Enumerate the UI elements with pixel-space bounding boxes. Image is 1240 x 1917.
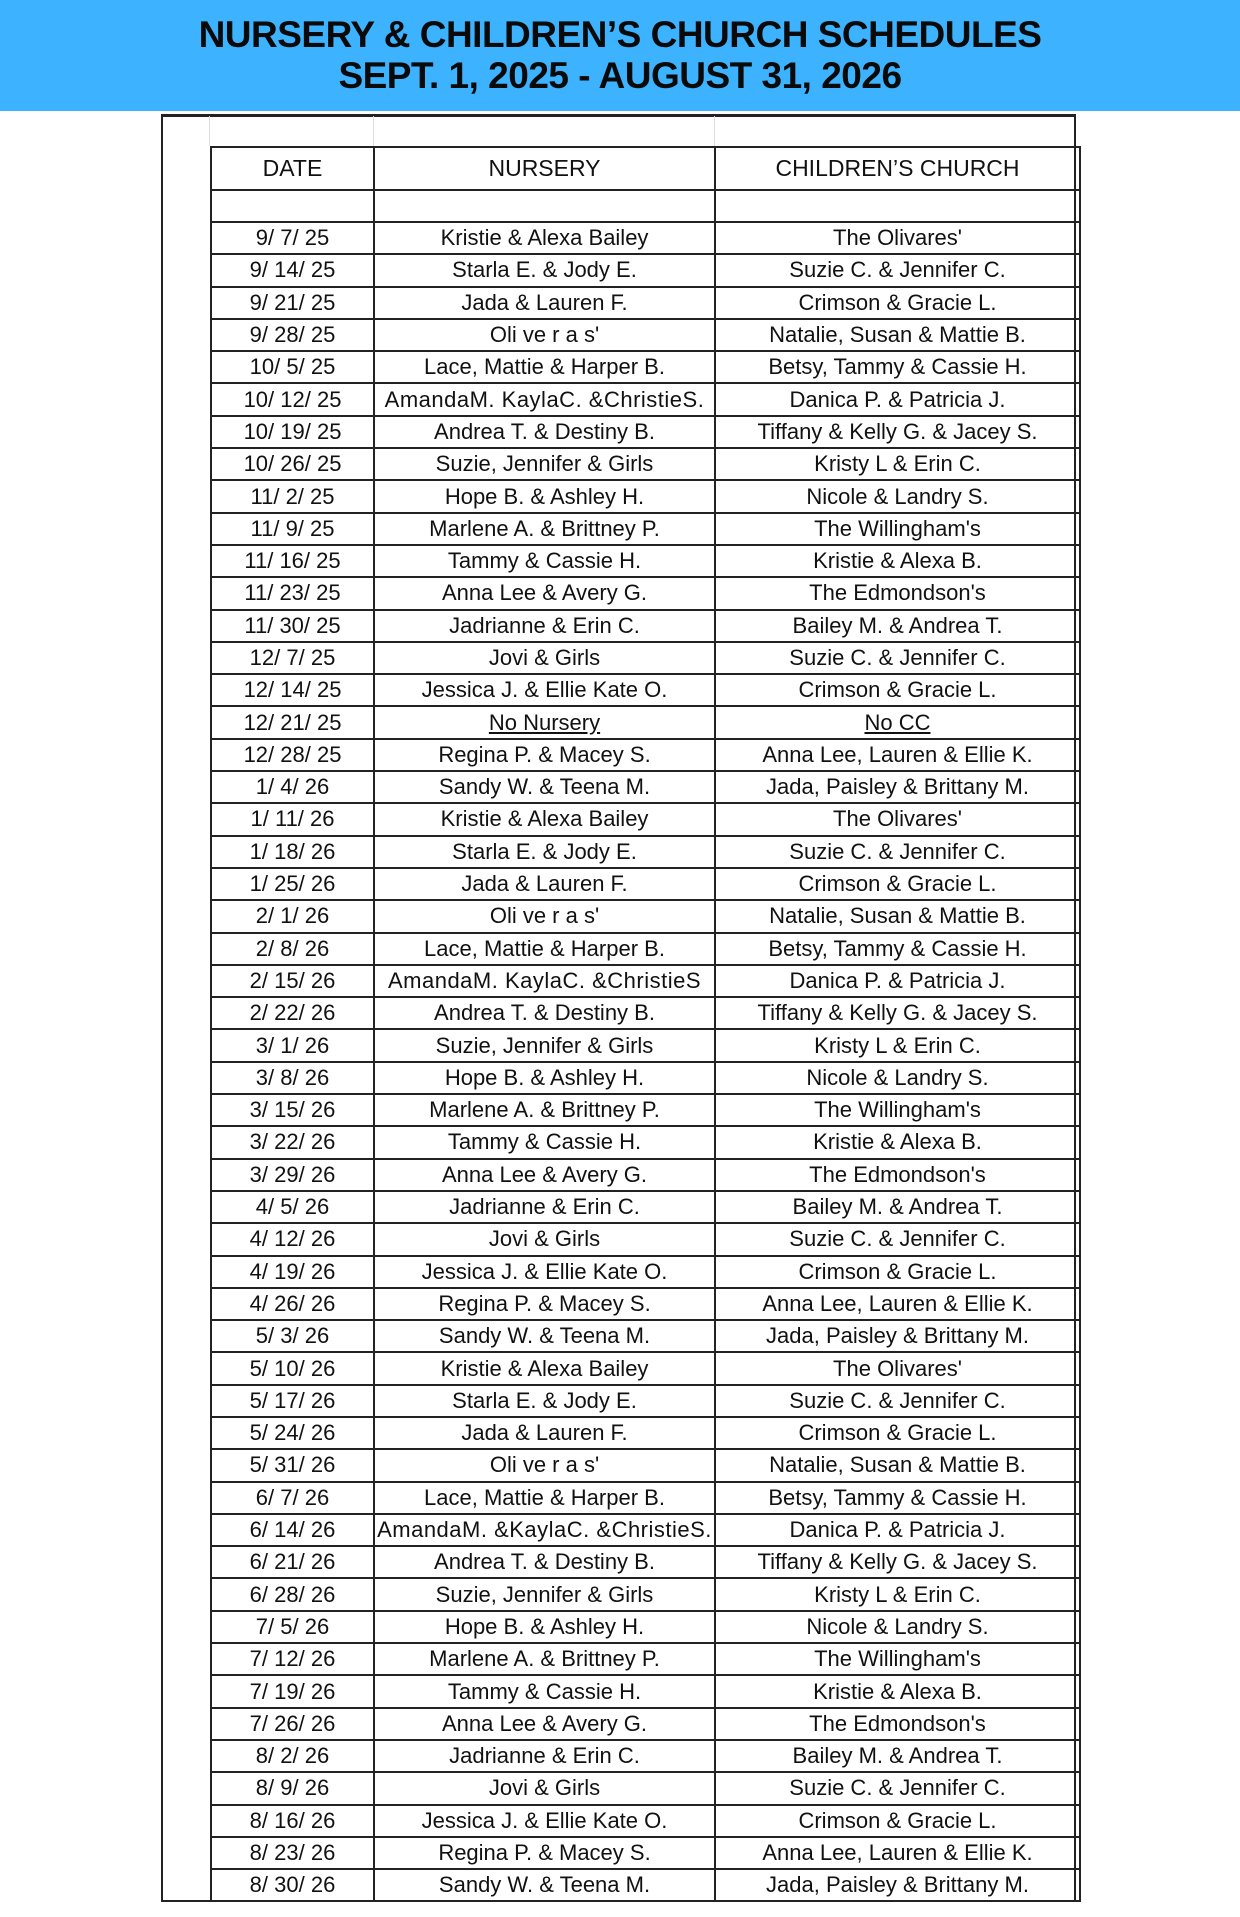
childrens-church-cell: Nicole & Landry S. bbox=[715, 480, 1080, 512]
childrens-church-cell: The Willingham's bbox=[715, 1094, 1080, 1126]
table-row bbox=[211, 1385, 1080, 1417]
nursery-cell: Lace, Mattie & Harper B. bbox=[374, 933, 715, 965]
nursery-cell: Anna Lee & Avery G. bbox=[374, 1708, 715, 1740]
date-cell: 1/ 25/ 26 bbox=[211, 868, 374, 900]
table-header-row bbox=[211, 147, 1080, 190]
date-cell: 10/ 26/ 25 bbox=[211, 448, 374, 480]
table-row bbox=[211, 674, 1080, 706]
table-row bbox=[211, 1223, 1080, 1255]
childrens-church-cell: The Olivares' bbox=[715, 803, 1080, 835]
childrens-church-cell: Jada, Paisley & Brittany M. bbox=[715, 1320, 1080, 1352]
childrens-church-cell: Crimson & Gracie L. bbox=[715, 1417, 1080, 1449]
table-row bbox=[211, 965, 1080, 997]
date-range-subtitle: SEPT. 1, 2025 - AUGUST 31, 2026 bbox=[338, 55, 902, 96]
date-cell: 6/ 7/ 26 bbox=[211, 1482, 374, 1514]
childrens-church-cell: Crimson & Gracie L. bbox=[715, 674, 1080, 706]
table-row bbox=[211, 771, 1080, 803]
date-cell: 9/ 14/ 25 bbox=[211, 254, 374, 286]
date-cell: 6/ 21/ 26 bbox=[211, 1546, 374, 1578]
nursery-cell: Jadrianne & Erin C. bbox=[374, 610, 715, 642]
date-cell: 8/ 30/ 26 bbox=[211, 1869, 374, 1901]
childrens-church-cell: Suzie C. & Jennifer C. bbox=[715, 836, 1080, 868]
childrens-church-cell: Tiffany & Kelly G. & Jacey S. bbox=[715, 416, 1080, 448]
childrens-church-cell: The Edmondson's bbox=[715, 1708, 1080, 1740]
nursery-cell: Regina P. & Macey S. bbox=[374, 1288, 715, 1320]
nursery-cell: Lace, Mattie & Harper B. bbox=[374, 1482, 715, 1514]
nursery-cell: Andrea T. & Destiny B. bbox=[374, 997, 715, 1029]
childrens-church-cell: Bailey M. & Andrea T. bbox=[715, 1191, 1080, 1223]
childrens-church-cell: Anna Lee, Lauren & Ellie K. bbox=[715, 739, 1080, 771]
date-cell: 11/ 16/ 25 bbox=[211, 545, 374, 577]
date-cell: 11/ 23/ 25 bbox=[211, 577, 374, 609]
table-row bbox=[211, 997, 1080, 1029]
table-row bbox=[211, 448, 1080, 480]
date-cell: 8/ 23/ 26 bbox=[211, 1837, 374, 1869]
column-header-childrens-church: CHILDREN’S CHURCH bbox=[715, 147, 1080, 190]
childrens-church-cell: Danica P. & Patricia J. bbox=[715, 383, 1080, 415]
childrens-church-cell: Suzie C. & Jennifer C. bbox=[715, 1223, 1080, 1255]
childrens-church-cell: The Edmondson's bbox=[715, 577, 1080, 609]
grid-guide bbox=[209, 116, 210, 146]
table-row bbox=[211, 933, 1080, 965]
table-row bbox=[211, 706, 1080, 738]
table-row bbox=[211, 383, 1080, 415]
childrens-church-cell: Kristie & Alexa B. bbox=[715, 1675, 1080, 1707]
nursery-cell: Suzie, Jennifer & Girls bbox=[374, 1578, 715, 1610]
date-cell: 8/ 16/ 26 bbox=[211, 1805, 374, 1837]
childrens-church-cell: Crimson & Gracie L. bbox=[715, 1256, 1080, 1288]
nursery-cell: Jada & Lauren F. bbox=[374, 1417, 715, 1449]
table-row bbox=[211, 1288, 1080, 1320]
nursery-cell: Jessica J. & Ellie Kate O. bbox=[374, 1805, 715, 1837]
nursery-cell: Tammy & Cassie H. bbox=[374, 1675, 715, 1707]
childrens-church-cell: Suzie C. & Jennifer C. bbox=[715, 254, 1080, 286]
table-row bbox=[211, 222, 1080, 254]
childrens-church-cell: The Edmondson's bbox=[715, 1159, 1080, 1191]
table-row bbox=[211, 1320, 1080, 1352]
childrens-church-cell: Kristie & Alexa B. bbox=[715, 1126, 1080, 1158]
blank-cell bbox=[211, 190, 374, 222]
childrens-church-cell: Danica P. & Patricia J. bbox=[715, 1514, 1080, 1546]
date-cell: 5/ 24/ 26 bbox=[211, 1417, 374, 1449]
nursery-cell: Starla E. & Jody E. bbox=[374, 1385, 715, 1417]
nursery-cell: Jovi & Girls bbox=[374, 1223, 715, 1255]
childrens-church-cell: Jada, Paisley & Brittany M. bbox=[715, 771, 1080, 803]
childrens-church-cell: Betsy, Tammy & Cassie H. bbox=[715, 933, 1080, 965]
date-cell: 3/ 22/ 26 bbox=[211, 1126, 374, 1158]
date-cell: 5/ 17/ 26 bbox=[211, 1385, 374, 1417]
table-row bbox=[211, 1159, 1080, 1191]
table-row bbox=[211, 1029, 1080, 1061]
nursery-cell: Tammy & Cassie H. bbox=[374, 545, 715, 577]
table-row bbox=[211, 1611, 1080, 1643]
table-row bbox=[211, 868, 1080, 900]
table-row bbox=[211, 1578, 1080, 1610]
date-cell: 2/ 1/ 26 bbox=[211, 900, 374, 932]
nursery-cell: Jadrianne & Erin C. bbox=[374, 1191, 715, 1223]
childrens-church-cell: Tiffany & Kelly G. & Jacey S. bbox=[715, 997, 1080, 1029]
childrens-church-cell: Bailey M. & Andrea T. bbox=[715, 610, 1080, 642]
nursery-cell: Oli ve r a s' bbox=[374, 1449, 715, 1481]
table-row bbox=[211, 1546, 1080, 1578]
date-cell: 9/ 21/ 25 bbox=[211, 287, 374, 319]
blank-row bbox=[211, 190, 1080, 222]
date-cell: 5/ 10/ 26 bbox=[211, 1352, 374, 1384]
date-cell: 9/ 28/ 25 bbox=[211, 319, 374, 351]
nursery-cell: Jovi & Girls bbox=[374, 1772, 715, 1804]
childrens-church-cell: Suzie C. & Jennifer C. bbox=[715, 642, 1080, 674]
childrens-church-cell: Crimson & Gracie L. bbox=[715, 287, 1080, 319]
date-cell: 12/ 14/ 25 bbox=[211, 674, 374, 706]
childrens-church-cell: Nicole & Landry S. bbox=[715, 1611, 1080, 1643]
date-cell: 10/ 12/ 25 bbox=[211, 383, 374, 415]
table-row bbox=[211, 642, 1080, 674]
grid-guide bbox=[373, 116, 374, 146]
schedule-table bbox=[210, 146, 1081, 1902]
childrens-church-cell: Bailey M. & Andrea T. bbox=[715, 1740, 1080, 1772]
nursery-cell: AmandaM. &KaylaC. &ChristieS. bbox=[374, 1514, 715, 1546]
nursery-cell: AmandaM. KaylaC. &ChristieS bbox=[374, 965, 715, 997]
nursery-cell: Hope B. & Ashley H. bbox=[374, 480, 715, 512]
table-row bbox=[211, 1837, 1080, 1869]
childrens-church-cell: Suzie C. & Jennifer C. bbox=[715, 1772, 1080, 1804]
table-row bbox=[211, 545, 1080, 577]
childrens-church-cell: Kristy L & Erin C. bbox=[715, 1029, 1080, 1061]
date-cell: 12/ 21/ 25 bbox=[211, 706, 374, 738]
date-cell: 12/ 7/ 25 bbox=[211, 642, 374, 674]
date-cell: 3/ 29/ 26 bbox=[211, 1159, 374, 1191]
title-banner bbox=[0, 0, 1240, 111]
date-cell: 7/ 12/ 26 bbox=[211, 1643, 374, 1675]
childrens-church-cell: Jada, Paisley & Brittany M. bbox=[715, 1869, 1080, 1901]
date-cell: 4/ 5/ 26 bbox=[211, 1191, 374, 1223]
date-cell: 7/ 26/ 26 bbox=[211, 1708, 374, 1740]
nursery-cell: Starla E. & Jody E. bbox=[374, 254, 715, 286]
childrens-church-cell: Anna Lee, Lauren & Ellie K. bbox=[715, 1837, 1080, 1869]
date-cell: 4/ 19/ 26 bbox=[211, 1256, 374, 1288]
nursery-cell: Jada & Lauren F. bbox=[374, 868, 715, 900]
table-row bbox=[211, 319, 1080, 351]
childrens-church-cell: Natalie, Susan & Mattie B. bbox=[715, 900, 1080, 932]
nursery-cell: Lace, Mattie & Harper B. bbox=[374, 351, 715, 383]
table-row bbox=[211, 513, 1080, 545]
nursery-cell: Jadrianne & Erin C. bbox=[374, 1740, 715, 1772]
nursery-cell: Kristie & Alexa Bailey bbox=[374, 222, 715, 254]
table-row bbox=[211, 1643, 1080, 1675]
childrens-church-cell: Kristy L & Erin C. bbox=[715, 448, 1080, 480]
date-cell: 7/ 5/ 26 bbox=[211, 1611, 374, 1643]
table-row bbox=[211, 1094, 1080, 1126]
column-header-nursery: NURSERY bbox=[374, 147, 715, 190]
table-row bbox=[211, 1191, 1080, 1223]
date-cell: 2/ 15/ 26 bbox=[211, 965, 374, 997]
nursery-cell: Regina P. & Macey S. bbox=[374, 739, 715, 771]
childrens-church-cell: Betsy, Tammy & Cassie H. bbox=[715, 351, 1080, 383]
nursery-cell: Oli ve r a s' bbox=[374, 319, 715, 351]
nursery-cell: Suzie, Jennifer & Girls bbox=[374, 448, 715, 480]
date-cell: 1/ 11/ 26 bbox=[211, 803, 374, 835]
nursery-cell: Regina P. & Macey S. bbox=[374, 1837, 715, 1869]
table-row bbox=[211, 1482, 1080, 1514]
nursery-cell: Andrea T. & Destiny B. bbox=[374, 1546, 715, 1578]
table-row bbox=[211, 416, 1080, 448]
table-row bbox=[211, 577, 1080, 609]
table-row bbox=[211, 287, 1080, 319]
date-cell: 12/ 28/ 25 bbox=[211, 739, 374, 771]
childrens-church-cell: The Olivares' bbox=[715, 222, 1080, 254]
table-row bbox=[211, 900, 1080, 932]
childrens-church-cell: The Willingham's bbox=[715, 513, 1080, 545]
childrens-church-cell: The Olivares' bbox=[715, 1352, 1080, 1384]
table-row bbox=[211, 1256, 1080, 1288]
table-row bbox=[211, 480, 1080, 512]
table-row bbox=[211, 1708, 1080, 1740]
table-row bbox=[211, 1352, 1080, 1384]
table-row bbox=[211, 739, 1080, 771]
date-cell: 3/ 8/ 26 bbox=[211, 1062, 374, 1094]
childrens-church-cell: Tiffany & Kelly G. & Jacey S. bbox=[715, 1546, 1080, 1578]
nursery-cell: Marlene A. & Brittney P. bbox=[374, 1094, 715, 1126]
nursery-cell: Jessica J. & Ellie Kate O. bbox=[374, 674, 715, 706]
nursery-cell: Anna Lee & Avery G. bbox=[374, 1159, 715, 1191]
childrens-church-cell: Kristy L & Erin C. bbox=[715, 1578, 1080, 1610]
childrens-church-cell: Suzie C. & Jennifer C. bbox=[715, 1385, 1080, 1417]
childrens-church-cell: Nicole & Landry S. bbox=[715, 1062, 1080, 1094]
childrens-church-cell: Anna Lee, Lauren & Ellie K. bbox=[715, 1288, 1080, 1320]
nursery-cell: Jada & Lauren F. bbox=[374, 287, 715, 319]
nursery-cell: Andrea T. & Destiny B. bbox=[374, 416, 715, 448]
nursery-cell: Suzie, Jennifer & Girls bbox=[374, 1029, 715, 1061]
table-row bbox=[211, 1805, 1080, 1837]
table-row bbox=[211, 1869, 1080, 1901]
nursery-cell: Jessica J. & Ellie Kate O. bbox=[374, 1256, 715, 1288]
date-cell: 6/ 28/ 26 bbox=[211, 1578, 374, 1610]
nursery-cell: No Nursery bbox=[374, 706, 715, 738]
table-row bbox=[211, 836, 1080, 868]
date-cell: 10/ 5/ 25 bbox=[211, 351, 374, 383]
table-row bbox=[211, 1675, 1080, 1707]
table-row bbox=[211, 1772, 1080, 1804]
childrens-church-cell: No CC bbox=[715, 706, 1080, 738]
nursery-cell: Kristie & Alexa Bailey bbox=[374, 1352, 715, 1384]
table-row bbox=[211, 610, 1080, 642]
date-cell: 11/ 2/ 25 bbox=[211, 480, 374, 512]
date-cell: 1/ 18/ 26 bbox=[211, 836, 374, 868]
table-row bbox=[211, 1449, 1080, 1481]
table-row bbox=[211, 1514, 1080, 1546]
childrens-church-cell: The Willingham's bbox=[715, 1643, 1080, 1675]
nursery-cell: Starla E. & Jody E. bbox=[374, 836, 715, 868]
nursery-cell: AmandaM. KaylaC. &ChristieS. bbox=[374, 383, 715, 415]
nursery-cell: Kristie & Alexa Bailey bbox=[374, 803, 715, 835]
nursery-cell: Sandy W. & Teena M. bbox=[374, 1320, 715, 1352]
date-cell: 11/ 9/ 25 bbox=[211, 513, 374, 545]
date-cell: 9/ 7/ 25 bbox=[211, 222, 374, 254]
date-cell: 4/ 12/ 26 bbox=[211, 1223, 374, 1255]
childrens-church-cell: Betsy, Tammy & Cassie H. bbox=[715, 1482, 1080, 1514]
date-cell: 2/ 8/ 26 bbox=[211, 933, 374, 965]
childrens-church-cell: Crimson & Gracie L. bbox=[715, 868, 1080, 900]
date-cell: 3/ 1/ 26 bbox=[211, 1029, 374, 1061]
childrens-church-cell: Natalie, Susan & Mattie B. bbox=[715, 319, 1080, 351]
date-cell: 1/ 4/ 26 bbox=[211, 771, 374, 803]
table-row bbox=[211, 1126, 1080, 1158]
nursery-cell: Tammy & Cassie H. bbox=[374, 1126, 715, 1158]
nursery-cell: Marlene A. & Brittney P. bbox=[374, 1643, 715, 1675]
grid-guide bbox=[714, 116, 715, 146]
table-row bbox=[211, 1740, 1080, 1772]
date-cell: 6/ 14/ 26 bbox=[211, 1514, 374, 1546]
table-row bbox=[211, 254, 1080, 286]
date-cell: 3/ 15/ 26 bbox=[211, 1094, 374, 1126]
table-row bbox=[211, 351, 1080, 383]
nursery-cell: Hope B. & Ashley H. bbox=[374, 1062, 715, 1094]
date-cell: 10/ 19/ 25 bbox=[211, 416, 374, 448]
blank-cell bbox=[374, 190, 715, 222]
column-header-date: DATE bbox=[211, 147, 374, 190]
table-row bbox=[211, 1062, 1080, 1094]
date-cell: 4/ 26/ 26 bbox=[211, 1288, 374, 1320]
childrens-church-cell: Natalie, Susan & Mattie B. bbox=[715, 1449, 1080, 1481]
page-title: NURSERY & CHILDREN’S CHURCH SCHEDULES bbox=[198, 14, 1042, 55]
childrens-church-cell: Crimson & Gracie L. bbox=[715, 1805, 1080, 1837]
date-cell: 5/ 31/ 26 bbox=[211, 1449, 374, 1481]
date-cell: 8/ 2/ 26 bbox=[211, 1740, 374, 1772]
date-cell: 5/ 3/ 26 bbox=[211, 1320, 374, 1352]
date-cell: 2/ 22/ 26 bbox=[211, 997, 374, 1029]
nursery-cell: Jovi & Girls bbox=[374, 642, 715, 674]
childrens-church-cell: Kristie & Alexa B. bbox=[715, 545, 1080, 577]
nursery-cell: Marlene A. & Brittney P. bbox=[374, 513, 715, 545]
date-cell: 11/ 30/ 25 bbox=[211, 610, 374, 642]
nursery-cell: Anna Lee & Avery G. bbox=[374, 577, 715, 609]
date-cell: 7/ 19/ 26 bbox=[211, 1675, 374, 1707]
date-cell: 8/ 9/ 26 bbox=[211, 1772, 374, 1804]
nursery-cell: Hope B. & Ashley H. bbox=[374, 1611, 715, 1643]
blank-cell bbox=[715, 190, 1080, 222]
nursery-cell: Oli ve r a s' bbox=[374, 900, 715, 932]
table-row bbox=[211, 1417, 1080, 1449]
table-row bbox=[211, 803, 1080, 835]
nursery-cell: Sandy W. & Teena M. bbox=[374, 771, 715, 803]
childrens-church-cell: Danica P. & Patricia J. bbox=[715, 965, 1080, 997]
nursery-cell: Sandy W. & Teena M. bbox=[374, 1869, 715, 1901]
